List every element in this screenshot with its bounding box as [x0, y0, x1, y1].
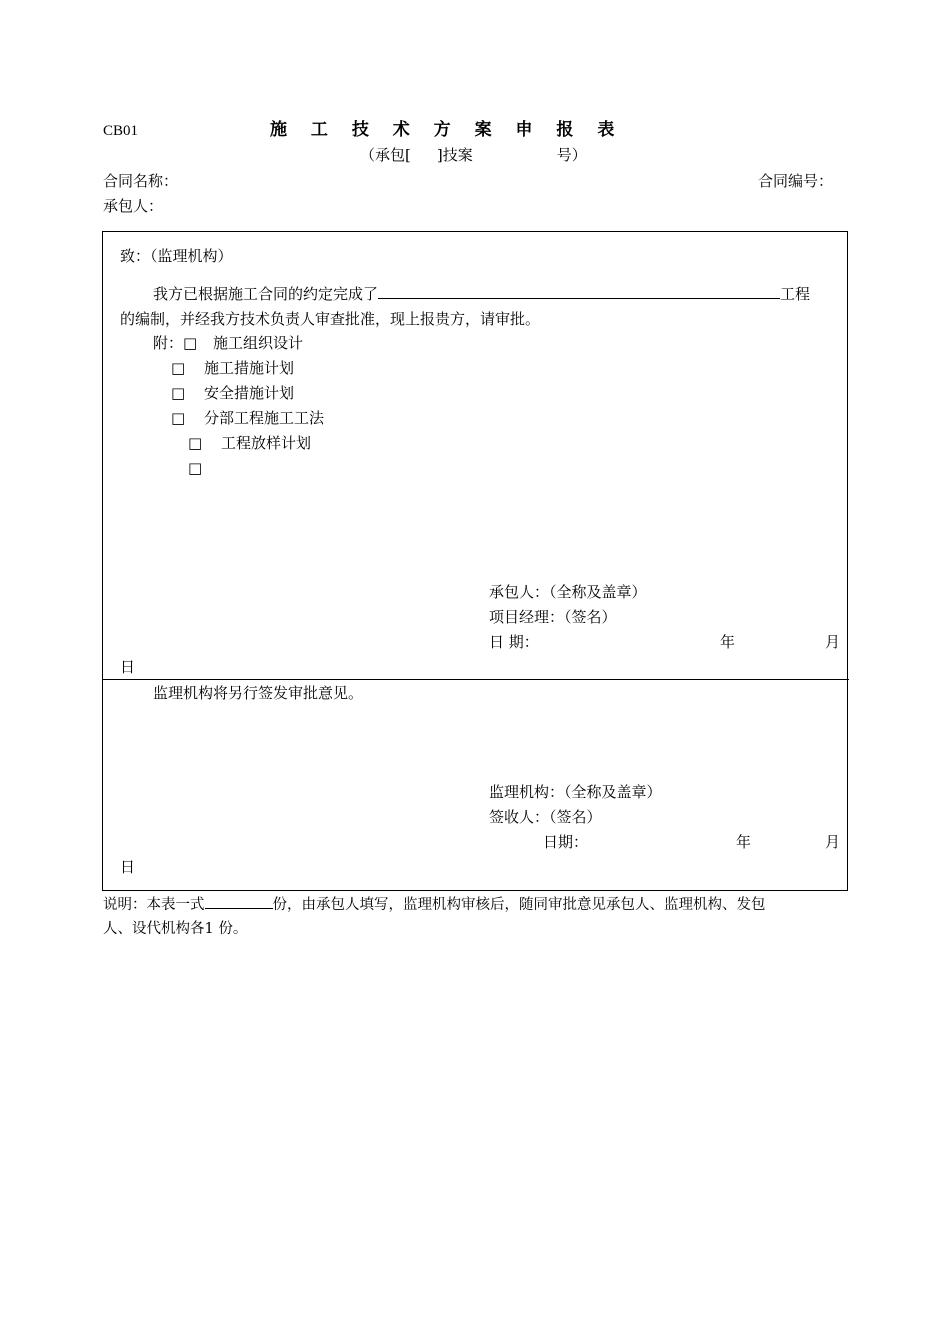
contractor-signature: 承包人：（全称及盖章）: [489, 583, 647, 601]
checkbox-icon[interactable]: □: [183, 334, 198, 352]
attachment-label: 分部工程施工工法: [204, 409, 325, 427]
addressee: 致：（监理机构）: [120, 247, 233, 265]
attachment-row-3: [171, 386, 294, 401]
day-label: 日: [120, 658, 136, 676]
receiver-signature: 签收人：（签名）: [489, 808, 602, 826]
attachment-row-6: [188, 461, 203, 476]
subtitle-part1: （承包[: [360, 146, 411, 164]
note-part2: 份，由承包人填写，监理机构审核后，随同审批意见承包人、监理机构、发包: [272, 897, 766, 913]
attachment-row-2: [171, 361, 294, 376]
attachment-label: 施工组织设计: [213, 334, 304, 352]
month-label-2: 月: [825, 833, 841, 851]
attachment-label: 施工措施计划: [204, 359, 295, 377]
contract-no-label: 合同编号：: [758, 172, 834, 190]
body-line-1: [153, 287, 810, 302]
subtitle-part2: ]技案: [436, 146, 473, 164]
checkbox-icon[interactable]: □: [171, 384, 186, 402]
project-name-blank[interactable]: [378, 298, 780, 299]
year-label: 年: [720, 633, 736, 651]
checkbox-icon[interactable]: □: [188, 434, 203, 452]
section-divider: [102, 679, 849, 680]
attachment-label: 工程放样计划: [221, 434, 312, 452]
supervisor-opinion: 监理机构将另行签发审批意见。: [153, 684, 364, 702]
attach-label: 附：: [153, 334, 184, 352]
attachment-row-4: [171, 411, 324, 426]
form-box: [102, 231, 848, 891]
body-line-2: 的编制，并经我方技术负责人审查批准，现上报贵方，请审批。: [120, 310, 541, 328]
date-label-2: 日期：: [543, 833, 589, 851]
attachment-label: 安全措施计划: [204, 384, 295, 402]
note-line-2: 人、设代机构各1 份。: [103, 921, 248, 937]
checkbox-icon[interactable]: □: [171, 409, 186, 427]
contractor-label: 承包人：: [103, 197, 164, 215]
copies-blank[interactable]: [205, 908, 273, 909]
attachment-row-1: [153, 336, 303, 351]
day-label-2: 日: [120, 858, 136, 876]
note-part1: 说明：本表一式: [103, 897, 205, 913]
month-label: 月: [825, 633, 841, 651]
attachment-row-5: [188, 436, 311, 451]
date-label: 日 期：: [489, 633, 539, 651]
pm-signature: 项目经理：（签名）: [489, 608, 617, 626]
subtitle-part3: 号）: [556, 146, 587, 164]
note-line-1: [103, 898, 766, 913]
checkbox-icon[interactable]: □: [171, 359, 186, 377]
form-title: 施 工 技 术 方 案 申 报 表: [270, 120, 624, 140]
checkbox-icon[interactable]: □: [188, 459, 203, 477]
body-text-part2: 工程: [780, 285, 811, 303]
year-label-2: 年: [736, 833, 752, 851]
supervisor-signature: 监理机构：（全称及盖章）: [489, 783, 662, 801]
contract-name-label: 合同名称：: [103, 172, 179, 190]
form-subtitle: [360, 148, 587, 163]
form-code: CB01: [103, 123, 139, 139]
body-text-part1: 我方已根据施工合同的约定完成了: [153, 285, 379, 303]
